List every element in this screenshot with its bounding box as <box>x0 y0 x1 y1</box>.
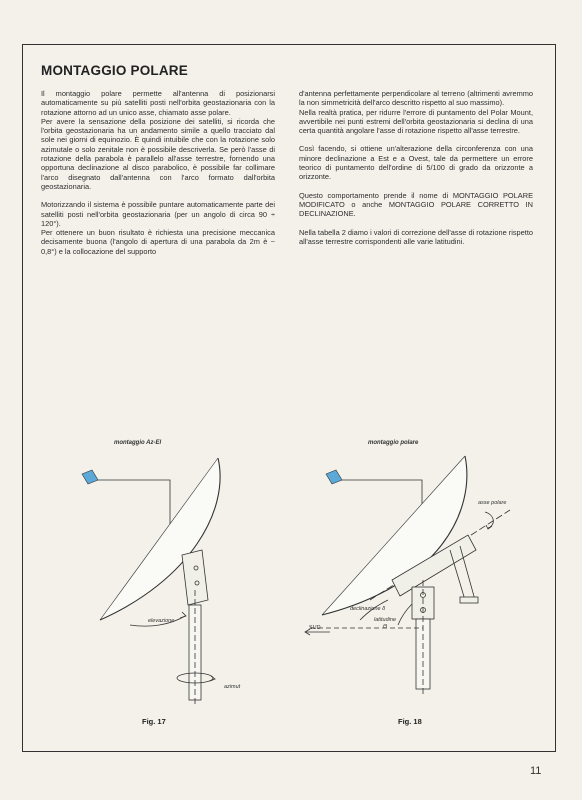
fig18-latitude-symbol: Θ <box>383 624 388 630</box>
right-column <box>299 89 533 255</box>
fig17-drawing <box>70 450 250 710</box>
paragraph: Per avere la sensazione della posizione dei satelliti, si ricorda che l'orbita geostazionaria ha un andamento simile a quello tracciato dal sole nei giorni di equinozio. È quindi intuibile che con la rotazione solo azimutale o solo zenitale non è possibile descriverla. Se però l'asse di rotazione della parabola è parallelo all'asse terrestre, fornendo una opportuna declinazione al disco parabolico, è possibile far collimare l'arco disegnato dall'antenna con l'arco formato dall'orbita geostazionaria. <box>41 116 275 191</box>
fig18-polar-axis-label: asse polare <box>478 500 507 506</box>
paragraph: Nella realtà pratica, per ridurre l'errore di puntamento del Polar Mount, avvertibile nei punti estremi dell'orbita geostazionaria si declina di una certa quantità angolare l'asse di rotazione rispetto all'asse terrestre. <box>299 107 533 136</box>
fig18-drawing <box>300 450 530 710</box>
fig17-title: montaggio Az-El <box>114 440 162 446</box>
paragraph: Così facendo, si ottiene un'alterazione della circonferenza con una minore declinazione a Est e a Ovest, tale da permettere un errore teorico di puntamento dell'ordine di 5/100 di grado da orizzonte a orizzonte. <box>299 144 533 182</box>
paragraph: Motorizzando il sistema è possibile puntare automaticamente parte dei satelliti posti nell'orbita geostazionaria (per un angolo di circa 90 ÷ 120°). <box>41 200 275 228</box>
fig17-caption: Fig. 17 <box>142 717 166 726</box>
fig18-declination-label: declinazione δ <box>350 606 386 612</box>
left-column <box>41 89 275 265</box>
paragraph: d'antenna perfettamente perpendicolare al terreno (altrimenti avremmo la non simmetricità dell'arco descritto rispetto al suo massimo). <box>299 89 533 108</box>
feed-horn-icon <box>82 470 98 484</box>
page-title: MONTAGGIO POLARE <box>41 63 188 78</box>
feed-horn-icon <box>326 470 342 484</box>
paragraph: Il montaggio polare permette all'antenna di posizionarsi automaticamente su più satelliti posti nell'orbita geostazionaria con la rotazione attorno ad un unico asse, chiamato asse polare. <box>41 89 275 117</box>
fig18-caption: Fig. 18 <box>398 717 422 726</box>
fig18-south-label: SUD <box>309 625 321 631</box>
paragraph: Per ottenere un buon risultato è richiesta una precisione meccanica decisamente buona (l'angolo di apertura di una parabola da 2m è ~ 0,8°) e la collocazione del supporto <box>41 228 275 256</box>
fig18-title: montaggio polare <box>368 440 419 446</box>
page-number: 11 <box>530 765 542 777</box>
paragraph: Nella tabella 2 diamo i valori di correzione dell'asse di rotazione rispetto all'asse terrestre corrispondenti alle varie latitudini. <box>299 227 533 246</box>
paragraph: Questo comportamento prende il nome di MONTAGGIO POLARE MODIFICATO o anche MONTAGGIO POLARE CORRETTO IN DECLINAZIONE. <box>299 190 533 219</box>
fig18-latitude-label: latitudine <box>374 617 397 623</box>
fig17-azimuth-label: azimut <box>224 684 241 690</box>
fig17-elevation-label: elevazione <box>148 618 175 624</box>
